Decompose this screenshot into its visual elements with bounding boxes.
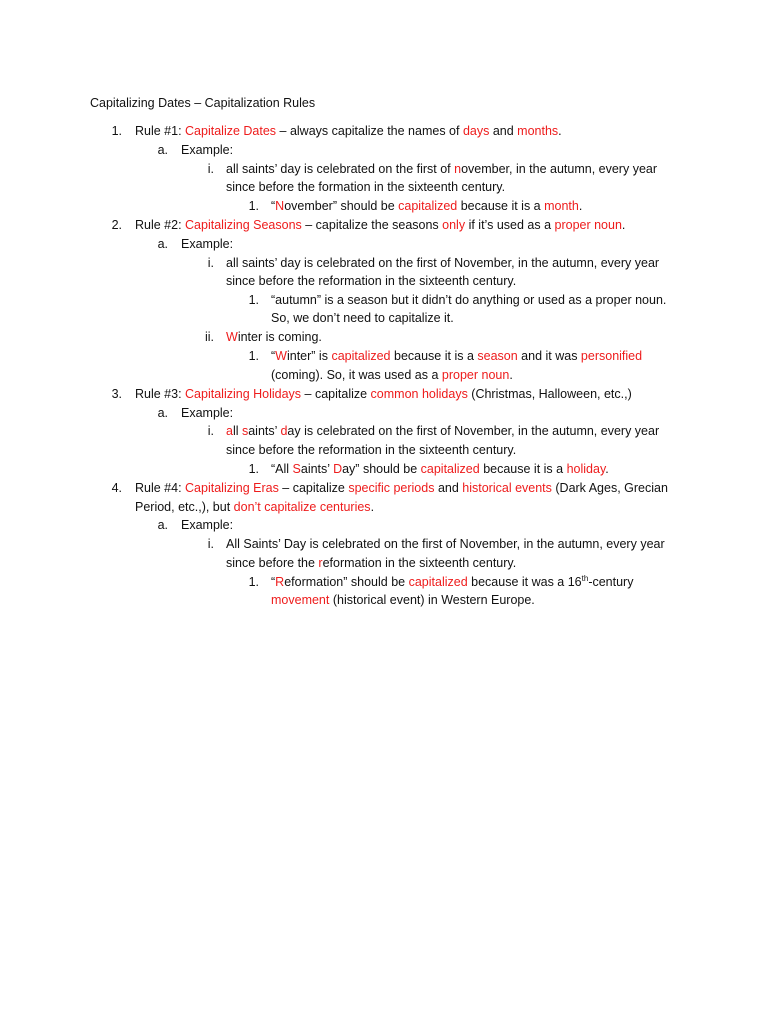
rule-4-example-label: Example: <box>181 518 234 532</box>
page-title: Capitalizing Dates – Capitalization Rules <box>90 96 316 110</box>
rule-3-heading: Rule #3: Capitalizing Holidays – capitalize common holidays (Christmas, Halloween, etc.,) <box>135 387 632 401</box>
rule-3-explanation: “All Saints’ Day” should be capitalized because it is a holiday. <box>271 462 609 476</box>
rule-2-explanation2-marker: 1. <box>248 349 259 363</box>
rule-1-sentence-line-1: all saints’ day is celebrated on the first of november, in the autumn, every year <box>226 162 658 176</box>
rule-4-sentence-line-1: All Saints’ Day is celebrated on the first of November, in the autumn, every year <box>226 537 665 551</box>
rule-3-number: 3. <box>111 387 122 401</box>
rule-1-sentence-line-2: since before the formation in the sixteenth century. <box>226 180 506 194</box>
rule-4-example-marker: a. <box>157 518 168 532</box>
rule-2-explanation-marker: 1. <box>248 293 259 307</box>
rule-2-explanation-line-2: So, we don’t need to capitalize it. <box>271 311 454 325</box>
rule-2-sentence2-marker: ii. <box>204 330 214 344</box>
rule-4-sentence-line-2: since before the reformation in the sixteenth century. <box>226 556 517 570</box>
rule-2-example-marker: a. <box>157 237 168 251</box>
rule-2-explanation2-line-1: “Winter” is capitalized because it is a season and it was personified <box>271 349 643 363</box>
rule-4-heading-line-1: Rule #4: Capitalizing Eras – capitalize specific periods and historical events (Dark Ages, Grecian <box>135 481 668 495</box>
rule-3-sentence-line-2: since before the reformation in the sixteenth century. <box>226 443 517 457</box>
rule-3-sentence-line-1: all saints’ day is celebrated on the first of November, in the autumn, every year <box>226 424 660 438</box>
rule-4-heading-line-2: Period, etc.,), but don’t capitalize centuries. <box>135 500 375 514</box>
rule-2-sentence-marker: i. <box>207 256 214 270</box>
rule-2-heading: Rule #2: Capitalizing Seasons – capitalize the seasons only if it’s used as a proper noun. <box>135 218 626 232</box>
rule-3-explanation-marker: 1. <box>248 462 259 476</box>
rule-2-explanation-line-1: “autumn” is a season but it didn’t do anything or used as a proper noun. <box>271 293 667 307</box>
rule-2-explanation2-line-2: (coming). So, it was used as a proper noun. <box>271 368 513 382</box>
rule-2-number: 2. <box>111 218 122 232</box>
rule-1-explanation: “November” should be capitalized because it is a month. <box>271 199 583 213</box>
rule-1-example-label: Example: <box>181 143 234 157</box>
rule-2-sentence-line-2: since before the reformation in the sixteenth century. <box>226 274 517 288</box>
rule-1-heading: Rule #1: Capitalize Dates – always capitalize the names of days and months. <box>135 124 562 138</box>
rule-1-explanation-marker: 1. <box>248 199 259 213</box>
rule-3-sentence-marker: i. <box>207 424 214 438</box>
rule-2-sentence2: Winter is coming. <box>226 330 322 344</box>
rule-1-number: 1. <box>111 124 122 138</box>
rule-4-explanation-line-2: movement (historical event) in Western Europe. <box>271 593 535 607</box>
rule-4-explanation-marker: 1. <box>248 575 259 589</box>
rule-3-example-label: Example: <box>181 406 234 420</box>
rule-4-explanation-line-1: “Reformation” should be capitalized because it was a 16th-century <box>271 573 634 589</box>
rule-4-number: 4. <box>111 481 122 495</box>
rule-1-example-marker: a. <box>157 143 168 157</box>
rule-3-example-marker: a. <box>157 406 168 420</box>
rule-2-example-label: Example: <box>181 237 234 251</box>
rule-4-sentence-marker: i. <box>207 537 214 551</box>
rule-2-sentence-line-1: all saints’ day is celebrated on the first of November, in the autumn, every year <box>226 256 660 270</box>
rule-1-sentence-marker: i. <box>207 162 214 176</box>
